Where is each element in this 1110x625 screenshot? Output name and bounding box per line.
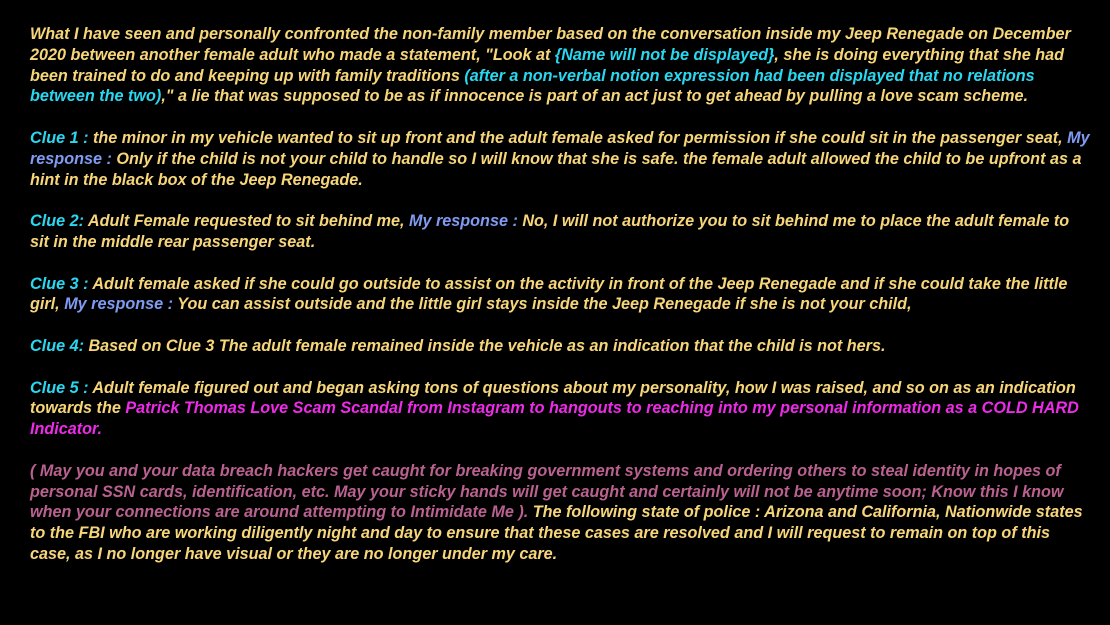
- warning-text: ( May you and your data breach hackers get caught for breaking government systems and ordering others to steal identity in hopes of personal SSN cards, identification, etc. May your sticky hands will get caught and certainly will not be anytime soon; Know this I know when your connections are around attempting to Intimidate Me ).: [30, 461, 1064, 522]
- clue-5-paragraph: [30, 378, 1090, 440]
- clue-label: Clue 4:: [30, 336, 84, 355]
- response-label: My response :: [408, 212, 518, 231]
- clue-label: Clue 2:: [30, 212, 84, 231]
- response-text: You can assist outside and the little girl stays inside the Jeep Renegade if she is not your child,: [173, 295, 912, 314]
- response-label: My response :: [30, 128, 1090, 168]
- intro-parenthetical: (after a non-verbal notion expression had been displayed that no relations between the two): [30, 66, 1035, 106]
- response-label: My response :: [64, 295, 174, 314]
- intro-paragraph: [30, 24, 1090, 107]
- intro-text: What I have seen and personally confronted the non-family member based on the conversation inside my Jeep Renegade on December 2020 between another female adult who made a statement, "Look at: [30, 25, 1071, 64]
- clue-text: Adult Female requested to sit behind me,: [83, 212, 409, 231]
- response-text: Only if the child is not your child to handle so I will know that she is safe. the female adult allowed the child to be upfront as a hint in the black box of the Jeep Renegade.: [30, 149, 1082, 189]
- clue-text: the minor in my vehicle wanted to sit up front and the adult female asked for permission if she could sit in the passenger seat,: [88, 128, 1068, 147]
- clue-1-paragraph: [30, 128, 1090, 190]
- intro-text: , she is doing everything that she had been trained to do and keeping up with family traditions: [30, 45, 1065, 85]
- clue-4-paragraph: [30, 336, 1090, 357]
- scam-highlight: Patrick Thomas Love Scam Scandal from Instagram to hangouts to reaching into my personal information as a COLD HARD Indicator.: [30, 399, 1079, 439]
- clue-2-paragraph: [30, 211, 1090, 253]
- name-placeholder: {Name will not be displayed}: [554, 45, 775, 64]
- clue-label: Clue 3 :: [30, 274, 89, 293]
- response-text: No, I will not authorize you to sit behind me to place the adult female to sit in the middle rear passenger seat.: [30, 212, 1070, 251]
- clue-3-paragraph: [30, 274, 1090, 316]
- police-statement: The following state of police : Arizona and California, Nationwide states to the FBI who are working diligently night and day to ensure that these cases are resolved and I will request to remain on top of this case, as I no longer have visual or they are no longer under my care.: [30, 503, 1083, 563]
- closing-paragraph: [30, 461, 1090, 565]
- intro-text: ," a lie that was supposed to be as if innocence is part of an act just to get ahead by pulling a love scam scheme.: [161, 87, 1029, 106]
- clue-label: Clue 1 :: [30, 128, 89, 147]
- clue-text: Based on Clue 3 The adult female remained inside the vehicle as an indication that the child is not hers.: [83, 336, 886, 355]
- clue-text: Adult female asked if she could go outside to assist on the activity in front of the Jeep Renegade and if she could take the little girl,: [30, 274, 1068, 314]
- clue-text: Adult female figured out and began asking tons of questions about my personality, how I was raised, and so on as an indication towards the: [30, 378, 1076, 418]
- clue-label: Clue 5 :: [30, 378, 89, 397]
- document-body: [30, 24, 1090, 586]
